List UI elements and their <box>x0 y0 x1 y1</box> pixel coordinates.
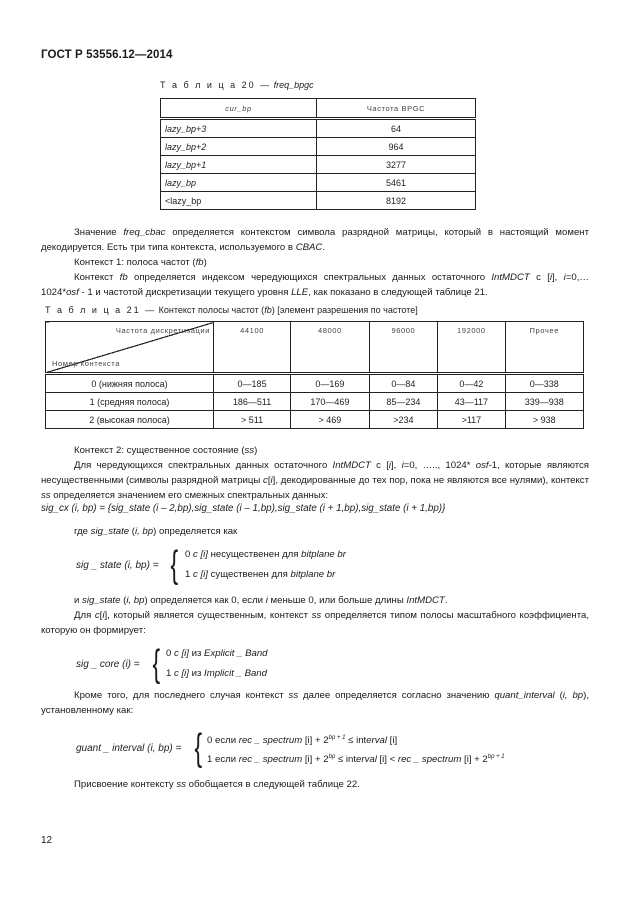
text-italic: c [i] <box>193 549 208 560</box>
text-italic: Explicit _ Band <box>204 648 268 659</box>
text: ) определяется как 0, если <box>144 595 266 606</box>
formula-case-0 <box>207 731 397 748</box>
formula-sig-cx: sig_cx (i, bp) = {sig_state (i – 2,bp),sig_state (i – 1,bp),sig_state (i + 1,bp),sig_state (i + 1,bp)} <box>41 503 446 514</box>
brace-icon: { <box>194 727 203 769</box>
text: Кроме того, для последнего случая контекст <box>74 690 289 701</box>
superscript: bp <box>328 754 336 760</box>
text-italic: i, bp <box>562 690 584 701</box>
formula-case-0 <box>166 647 268 661</box>
text-italic: bitplane br <box>301 549 346 560</box>
table21-col-header: 44100 <box>214 322 291 374</box>
text: ], <box>552 272 564 283</box>
corner-label-sampling-rate: Частота дискретизации <box>115 326 210 335</box>
table21-col-header: 48000 <box>291 322 369 374</box>
text: и <box>74 595 83 606</box>
table-cell: 43—117 <box>438 393 505 411</box>
text: ( <box>129 526 135 537</box>
table-cell: 85—234 <box>369 393 438 411</box>
table-row <box>161 119 476 138</box>
table-cell: 8192 <box>317 192 476 210</box>
text-italic: ss <box>41 490 51 501</box>
text: Контекст 1: полоса частот ( <box>74 257 196 268</box>
text-italic: osf <box>475 460 489 471</box>
text-italic: i <box>102 610 105 621</box>
table-cell: 64 <box>317 119 476 138</box>
table-row <box>161 138 476 156</box>
text: определяется контекстом символа разрядной матрицы, который в настоящий момент декодируется. Есть три типа контекста, используемого в <box>41 227 589 253</box>
text: , как показано в следующей таблице 21. <box>308 287 488 298</box>
text: . <box>322 242 326 253</box>
text: [i] < <box>376 754 398 766</box>
text: ( <box>554 690 563 701</box>
text-italic: fb <box>264 305 272 315</box>
table20-caption-name: freq_bpgc <box>273 80 314 90</box>
table-cell: 339—938 <box>505 393 583 411</box>
text-italic: freq_cbac <box>123 227 166 238</box>
row-label: 0 (нижняя полоса) <box>46 374 214 393</box>
table21-col-header: 96000 <box>369 322 438 374</box>
paragraph-sig-state-intro <box>41 524 589 539</box>
text: Присвоение контексту <box>74 779 177 790</box>
formula-lhs: guant _ interval (i, bp) = <box>76 743 182 754</box>
table-cell: lazy_bp+1 <box>161 156 317 174</box>
formula-case-1 <box>166 667 267 681</box>
text-italic: bitplane br <box>290 569 336 580</box>
text-italic: ss <box>176 779 186 790</box>
text-italic: i <box>401 460 404 471</box>
table-cell: 0—169 <box>291 374 369 393</box>
paragraph-context1-desc <box>41 270 589 300</box>
text: определяется индексом чередующихся спектральных данных остаточного <box>127 272 492 283</box>
text-italic: c [i] <box>174 668 189 679</box>
table20-col-freq: Частота BPGC <box>317 99 476 119</box>
text: Для <box>74 610 95 621</box>
corner-label-context-number: Номер контекста <box>52 359 121 368</box>
text-italic: ss <box>288 690 299 701</box>
table-cell: <lazy_bp <box>161 192 317 210</box>
table-cell: 3277 <box>317 156 476 174</box>
table21-col-header: Прочее <box>505 322 583 374</box>
table21 <box>45 321 584 429</box>
paragraph-quant-interval-intro <box>41 688 589 718</box>
table-cell: 170—469 <box>291 393 369 411</box>
text: 1 <box>185 569 194 580</box>
table-cell: 964 <box>317 138 476 156</box>
text: определяется типом полосы масштабного коэффициента, которую он формирует: <box>41 610 589 636</box>
formula-case-1 <box>185 568 335 582</box>
text-italic: i <box>563 272 566 283</box>
paragraph-freq-cbac <box>41 225 589 255</box>
text: Значение <box>74 227 124 238</box>
text: 0 если <box>207 735 239 747</box>
text-italic: i, bp <box>126 595 145 606</box>
text-italic: IntMDCT <box>332 460 371 471</box>
table-cell: lazy_bp <box>161 174 317 192</box>
table21-col-header: 192000 <box>438 322 505 374</box>
table-row <box>161 156 476 174</box>
table-cell: lazy_bp+2 <box>161 138 317 156</box>
text: из <box>188 648 205 659</box>
text-italic: erval <box>356 754 377 766</box>
table-cell: >234 <box>369 411 438 429</box>
table-cell: lazy_bp+3 <box>161 119 317 138</box>
text: Контекст полосы частот ( <box>156 305 265 315</box>
text: 0 <box>166 648 175 659</box>
text-italic: rec _ spectrum <box>238 735 303 747</box>
text: [ <box>99 610 103 621</box>
paragraph-significant <box>41 608 589 638</box>
text: =0,… 1024* <box>41 272 590 298</box>
text-italic: i, bp <box>134 526 154 537</box>
table20-col-cur-bp: cur_bp <box>161 99 317 119</box>
brace-icon: { <box>170 544 179 586</box>
paragraph-context2-desc <box>41 458 589 503</box>
formula-lhs: sig _ state (i, bp) = <box>76 560 159 571</box>
table20-caption-prefix: Т а б л и ц а 20 — <box>160 80 272 90</box>
table21-caption <box>45 305 418 315</box>
text-italic: rec _ spectrum <box>238 754 303 766</box>
table-cell: 0—338 <box>505 374 583 393</box>
text: ≤ int <box>345 735 367 747</box>
text-italic: fb <box>119 272 128 283</box>
text-italic: IntMDCT <box>491 272 530 283</box>
text: Контекст <box>74 272 120 283</box>
text: несущественен для <box>207 549 302 560</box>
text: [i] <box>387 735 398 747</box>
text: где <box>74 526 91 537</box>
text: ], который является существенным, контекст <box>104 610 312 621</box>
text: ) <box>254 445 258 456</box>
text: 0 <box>185 549 194 560</box>
formula-case-0 <box>185 548 346 562</box>
text: ≤ int <box>335 754 357 766</box>
text: 1 если <box>207 754 239 766</box>
text: - 1 и частотой дискретизации текущего уровня <box>78 287 292 298</box>
text: Контекст 2: существенное состояние ( <box>74 445 245 456</box>
text: ], декодированные до тех пор, пока не являются все нулями), контекст <box>272 475 589 486</box>
text-italic: i <box>270 475 273 486</box>
text-italic: c [i] <box>174 648 189 659</box>
text: [i] + 2 <box>302 735 329 747</box>
superscript: bp + 1 <box>487 754 505 760</box>
table-cell: 186—511 <box>214 393 291 411</box>
text: Для чередующихся спектральных данных остаточного <box>74 460 333 471</box>
table-cell: > 469 <box>291 411 369 429</box>
text: [i] + 2 <box>461 754 488 766</box>
text-italic: c [i] <box>193 569 208 580</box>
text-italic: CBAC <box>295 242 323 253</box>
text: [i] + 2 <box>302 754 329 766</box>
text: существенен для <box>207 569 291 580</box>
text-italic: rec _ spectrum <box>397 754 462 766</box>
text-italic: c <box>263 475 268 486</box>
table-cell: 5461 <box>317 174 476 192</box>
text-italic: i <box>265 595 268 606</box>
text: обобщается в следующей таблице 22. <box>185 779 360 790</box>
table-row <box>46 374 584 393</box>
text-italic: ss <box>311 610 322 621</box>
paragraph-table22-ref <box>41 777 589 792</box>
paragraph-context2-title <box>41 443 589 458</box>
text: меньше 0, или больше длины <box>267 595 407 606</box>
text-italic: osf <box>66 287 79 298</box>
table-cell: 0—84 <box>369 374 438 393</box>
text: с [ <box>370 460 389 471</box>
text: =0, ….., 1024* <box>403 460 476 471</box>
text: далее определяется согласно значению <box>298 690 495 701</box>
table-row <box>46 411 584 429</box>
text-italic: i <box>388 460 392 471</box>
text-italic: quant_interval <box>494 690 555 701</box>
text: . <box>444 595 448 606</box>
table-cell: >117 <box>438 411 505 429</box>
standard-header: ГОСТ Р 53556.12—2014 <box>41 49 173 61</box>
text: ) <box>203 257 207 268</box>
table21-caption-prefix: Т а б л и ц а 21 — <box>45 305 157 315</box>
text: с [ <box>529 272 550 283</box>
text-italic: ss <box>244 445 255 456</box>
row-label: 2 (высокая полоса) <box>46 411 214 429</box>
text-italic: i <box>549 272 553 283</box>
page-number: 12 <box>41 835 53 846</box>
formula-lhs: sig _ core (i) = <box>76 659 140 670</box>
text-italic: Implicit _ Band <box>204 668 267 679</box>
brace-icon: { <box>152 643 161 685</box>
table-cell: > 938 <box>505 411 583 429</box>
text: [ <box>267 475 271 486</box>
table-row <box>161 192 476 210</box>
formula-case-1 <box>207 750 505 767</box>
text: ) [элемент разрешения по частоте] <box>271 305 418 315</box>
text-italic: IntMDCT <box>406 595 445 606</box>
text-italic: fb <box>195 257 204 268</box>
paragraph-sig-state-zero <box>74 593 589 608</box>
row-label: 1 (средняя полоса) <box>46 393 214 411</box>
superscript: bp + 1 <box>328 735 346 741</box>
text-italic: erval <box>366 735 388 747</box>
table20 <box>160 98 476 210</box>
table20-caption <box>160 80 314 90</box>
text: ], <box>391 460 402 471</box>
text-italic: c <box>94 610 100 621</box>
text: из <box>188 668 205 679</box>
table-cell: 0—42 <box>438 374 505 393</box>
text: 1 <box>166 668 175 679</box>
paragraph-context1-title <box>41 255 589 270</box>
text-italic: LLE <box>291 287 309 298</box>
text-italic: sig_state <box>82 595 121 606</box>
text-italic: sig_state <box>90 526 130 537</box>
table-cell: > 511 <box>214 411 291 429</box>
text: -1, которые являются несущественными (символы разрядной матрицы <box>41 460 589 486</box>
table-row <box>46 393 584 411</box>
text: ( <box>120 595 127 606</box>
text: определяется значением его смежных спектральных данных: <box>50 490 329 501</box>
text: ) определяется как <box>153 526 238 537</box>
table-cell: 0—185 <box>214 374 291 393</box>
table21-corner-header <box>46 322 214 374</box>
text: ), установленному как: <box>41 690 590 716</box>
table-row <box>161 174 476 192</box>
